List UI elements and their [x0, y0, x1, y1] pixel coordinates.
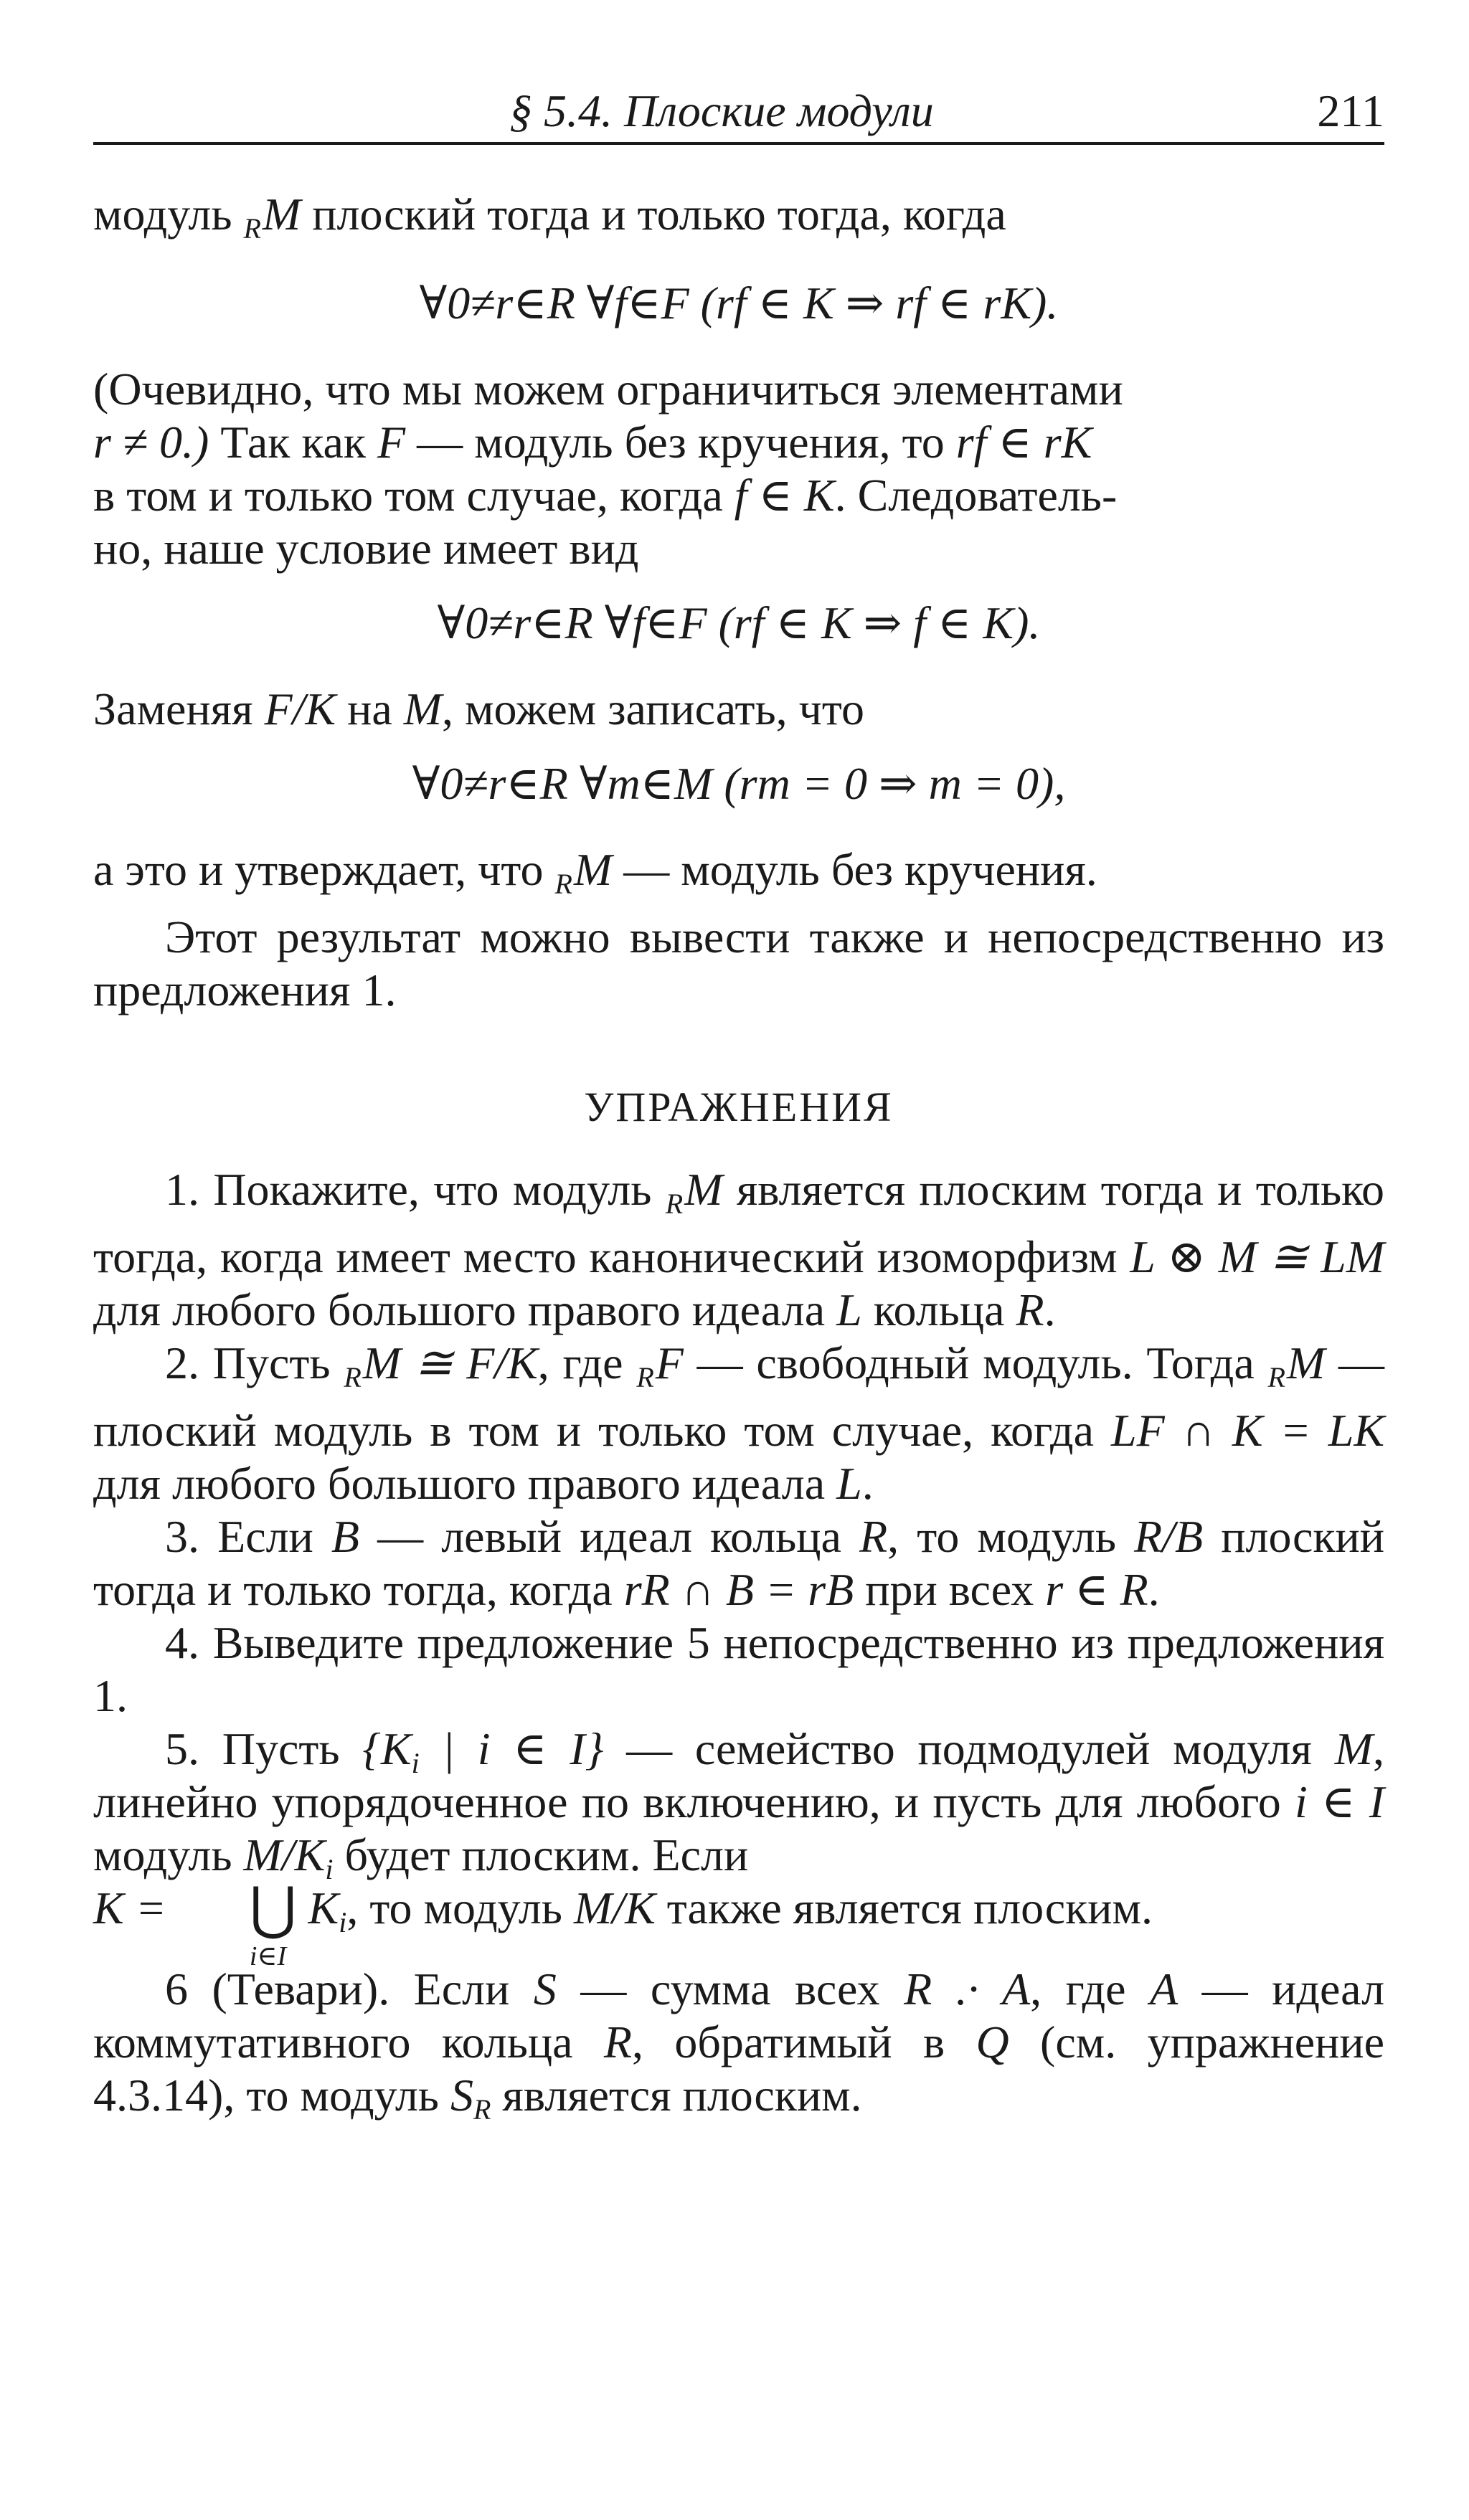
exercise-1: 1. Покажите, что модуль RM является плоским тогда и только тогда, когда имеет место канонический изоморфизм L ⊗ M ≅ LM для любого большого правого идеала L кольца R. [93, 1164, 1385, 1335]
formula-flatness: ∀0≠r∈R ∀f∈F (rf ∈ K ⇒ rf ∈ rK). [419, 278, 1059, 328]
exercise-6: 6 (Тевари). Если S — сумма всех R .· A, где A — идеал коммутативного кольца R, обратимый в Q (см. упражнение 4.3.14), то модуль $S_R$ является плоским. [93, 1964, 1385, 2126]
page-number: 211 [1317, 85, 1384, 136]
exercise-2: 2. Пусть RM ≅ F/K, где RF — свободный модуль. Тогда RM — плоский модуль в том и только том случае, когда LF ∩ K = LK для любого большого правого идеала L. [93, 1337, 1385, 1509]
formula-condition: ∀0≠r∈R ∀f∈F (rf ∈ K ⇒ f ∈ K). [437, 597, 1041, 648]
exercise-5: 5. Пусть {$K_i$ | i ∈ I} — семейство подмодулей модуля M, линейно упорядоченное по включению, и пусть для любого i ∈ I модуль $M/K_i$ будет плоским. Если K = ⋃ i∈I $K_i$, то модуль M/K также является плоским. [93, 1723, 1385, 1971]
header-rule [93, 142, 1384, 145]
section-title: § 5.4. Плоские модули [509, 85, 934, 136]
exercise-4: 4. Выведите предложение 5 непосредственно из предложения 1. [93, 1617, 1384, 1721]
exercise-3: 3. Если B — левый идеал кольца R, то модуль R/B плоский тогда и только тогда, когда rR ∩ B = rB при всех r ∈ R. [93, 1511, 1385, 1615]
union-symbol: ⋃ i∈I [249, 1877, 297, 1971]
formula-torsion: ∀0≠r∈R ∀m∈M (rm = 0 ⇒ m = 0), [412, 758, 1066, 809]
page-body [93, 188, 1385, 2126]
paragraph-replace: Заменяя F/K на M, можем записать, что [93, 683, 864, 734]
running-header [93, 79, 1384, 143]
exercises-heading: УПРАЖНЕНИЯ [584, 1084, 894, 1130]
paragraph-conclusion: а это и утверждает, что RM — модуль без кручения. [93, 844, 1097, 900]
paragraph-torsion-free: (Очевидно, что мы можем ограничиться элементами r ≠ 0.) Так как F — модуль без кручения, то rf ∈ rK в том и только том случае, когда f ∈ K. Следователь- но, наше условие имеет вид [93, 364, 1123, 574]
paragraph-remark: Этот результат можно вывести также и непосредственно из предложения 1. [93, 911, 1384, 1015]
paragraph-condition: модуль RM плоский тогда и только тогда, когда [93, 189, 1006, 245]
